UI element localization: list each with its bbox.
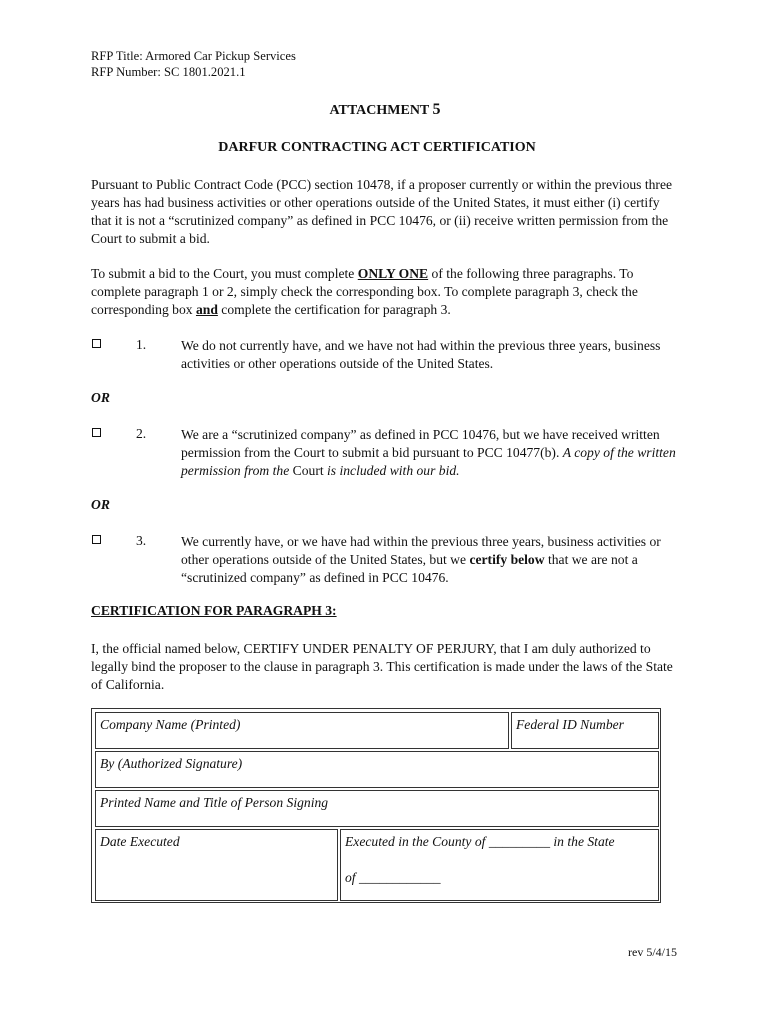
option-2-checkbox[interactable] xyxy=(92,428,101,437)
certification-form xyxy=(91,708,661,903)
document-title: DARFUR CONTRACTING ACT CERTIFICATION xyxy=(218,140,536,155)
instructions-paragraph: To submit a bid to the Court, you must complete ONLY ONE of the following three paragraphs. To complete paragraph 1 or 2, simply check the corresponding box. To complete paragraph 3, check the corresponding box and complete the certification for paragraph 3. xyxy=(91,266,638,317)
printed-name-label: Printed Name and Title of Person Signing xyxy=(100,795,329,810)
certification-heading: CERTIFICATION FOR PARAGRAPH 3: xyxy=(91,603,337,618)
date-executed-label: Date Executed xyxy=(100,834,180,849)
only-one-emphasis: ONLY ONE xyxy=(357,266,429,281)
option-2-number: 2. xyxy=(136,426,147,441)
option-3-number: 3. xyxy=(136,533,147,548)
rfp-header xyxy=(91,48,296,80)
county-label: Executed in the County of _________ in the State xyxy=(345,834,615,849)
state-label: of ____________ xyxy=(345,870,441,885)
option-3-text: We currently have, or we have had within the previous three years, business activities or other operations outside of the United States, but we certify below that we are not a “scrutinized company” as defined in PCC 10476. xyxy=(181,534,661,585)
or-separator-1: OR xyxy=(91,390,110,405)
printed-name-field[interactable] xyxy=(95,790,659,827)
federal-id-label: Federal ID Number xyxy=(516,717,624,732)
rfp-number: RFP Number: SC 1801.2021.1 xyxy=(91,65,246,79)
rfp-title: RFP Title: Armored Car Pickup Services xyxy=(91,49,296,63)
intro-paragraph: Pursuant to Public Contract Code (PCC) section 10478, if a proposer currently or within the previous three years has had business activities or other operations outside of the United States, it must either (i) certify that it is not a “scrutinized company” as defined in PCC 10476, or (ii) receive written permission from the Court to submit a bid. xyxy=(91,177,673,246)
revision-note: rev 5/4/15 xyxy=(628,945,677,959)
certification-paragraph: I, the official named below, CERTIFY UNDER PENALTY OF PERJURY, that I am duly authorized to legally bind the proposer to the clause in paragraph 3. This certification is made under the laws of the State of California. xyxy=(91,641,673,692)
option-1-text: We do not currently have, and we have not had within the previous three years, business activities or other operations outside of the United States. xyxy=(181,338,661,371)
signature-label: By (Authorized Signature) xyxy=(100,756,243,771)
option-3-checkbox[interactable] xyxy=(92,535,101,544)
attachment-heading: ATTACHMENT 5 xyxy=(329,101,441,118)
signature-field[interactable] xyxy=(95,751,659,788)
or-separator-2: OR xyxy=(91,497,110,512)
option-2-text: We are a “scrutinized company” as defined in PCC 10476, but we have received written permission from the Court to submit a bid pursuant to PCC 10477(b). A copy of the written permission from the Court is included with our bid. xyxy=(181,427,676,478)
company-name-field[interactable] xyxy=(95,712,509,749)
company-name-label: Company Name (Printed) xyxy=(100,717,241,732)
and-emphasis: and xyxy=(195,302,218,317)
option-1-checkbox[interactable] xyxy=(92,339,101,348)
county-state-field[interactable] xyxy=(340,829,659,901)
federal-id-field[interactable] xyxy=(511,712,659,749)
date-executed-field[interactable] xyxy=(95,829,338,901)
option-1-number: 1. xyxy=(136,337,147,352)
